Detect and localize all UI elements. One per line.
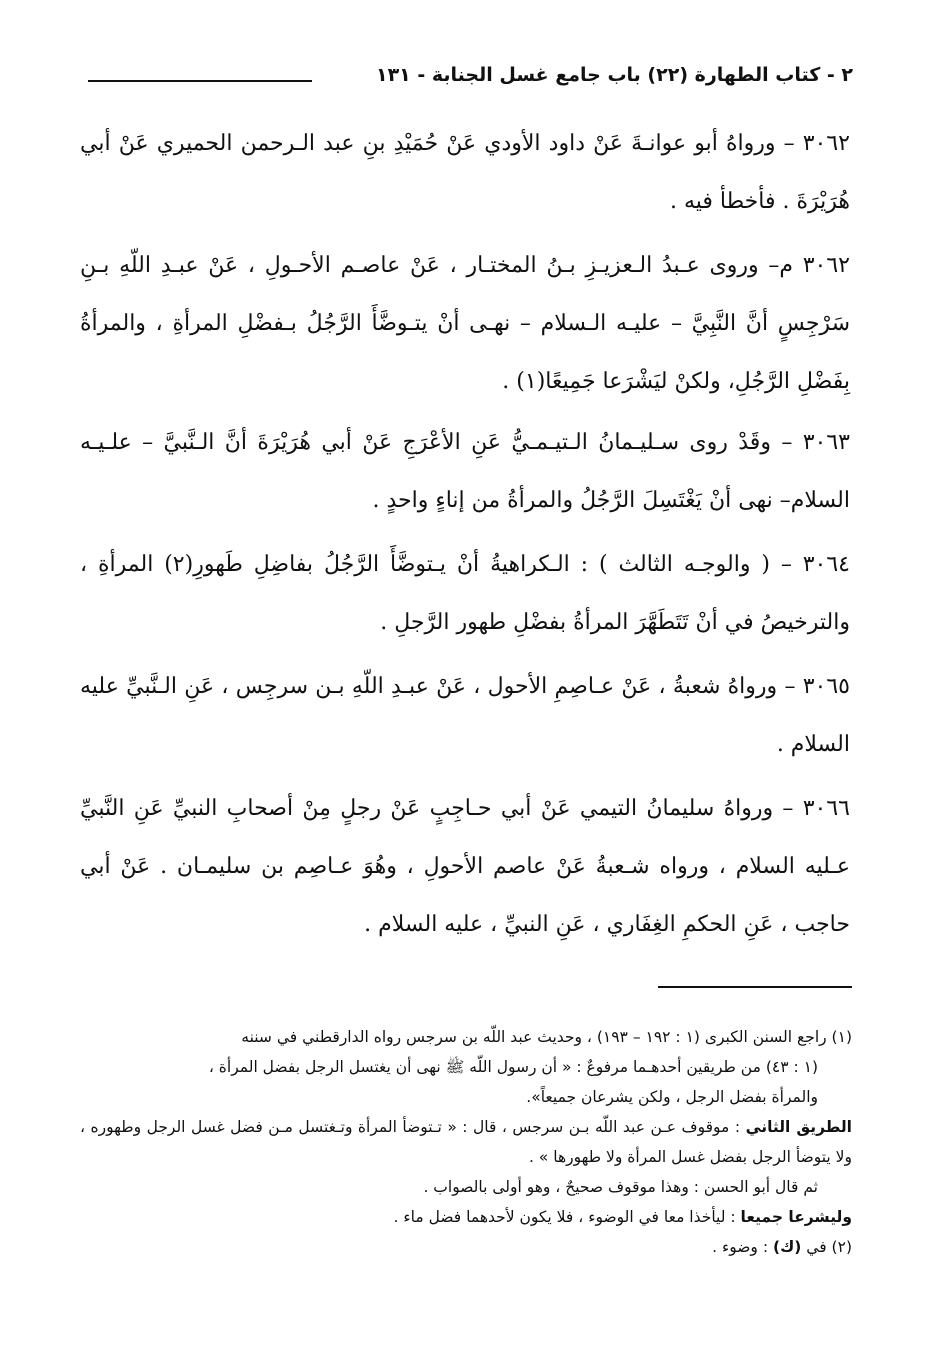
footnote-2-prefix: (٢) في	[806, 1238, 852, 1256]
footnotes	[80, 1022, 852, 1262]
paragraph-3066: ٣٠٦٦ – ورواهُ سليمانُ التيمي عَنْ أبي حـاجِبٍ عَنْ رجلٍ مِنْ أصحابِ النبيِّ عَنِ النَّبيِّ عـليه السلام ، ورواه شـعبةُ عَنْ عاصم الأحولِ ، وهُوَ عـاصِم بن سليمـان . عَنْ أبي حاجب ، عَنِ الحكمِ الغِفَاري ، عَنِ النبيِّ ، عليه السلام .	[80, 796, 850, 937]
header-rule	[88, 80, 312, 82]
footnote-1-line-2: (١ : ٤٣) من طريقين أحدهـما مرفوعٌ : « أن رسول اللّه ﷺ نهى أن يغتسل الرجل بفضل المرأة ،	[208, 1058, 818, 1076]
footnote-2-text: : وضوء .	[712, 1238, 769, 1256]
second-path-text: : موقوف عـن عبد اللّه بـن سرجس ، قال : « تـتوضأ المرأة وتـغتسل مـن فضل غسل الرجل وطهوره ، ولا يتوضأ الرجل بفضل غسل المرأة ولا طهورها » .	[80, 1118, 852, 1166]
footnote-1-line-3: والمرأة بفضل الرجل ، ولكن يشرعان جميعاً».	[526, 1088, 818, 1106]
running-header	[88, 60, 853, 94]
main-text	[80, 115, 850, 960]
footnote-2	[80, 1232, 852, 1262]
footnote-1-line-5: ثم قال أبو الحسن : وهذا موقوف صحيحٌ ، وهو أولى بالصواب .	[423, 1178, 818, 1196]
footnote-1-second-path	[80, 1112, 852, 1172]
paragraph-3064: ٣٠٦٤ – ( والوجـه الثالث ) : الـكراهيةُ أنْ يـتوضَّأَ الرَّجُلُ بفاضِلِ طَهورِ(٢) المرأةِ ، والترخيصُ في أنْ تَتَطَهَّرَ المرأةُ بفضْلِ طهور الرَّجلِ .	[80, 552, 850, 635]
paragraph-3063: ٣٠٦٣ – وقَدْ روى سـليـمانُ الـتيـمـيُّ عَنِ الأعْرَجِ عَنْ أبي هُرَيْرَةَ أنَّ الـنَّبيَّ – علـيـه السلام– نهى أنْ يَغْتَسِلَ الرَّجُلُ والمرأةُ من إناءٍ واحدٍ .	[80, 430, 850, 513]
footnote-separator	[658, 986, 852, 988]
footnote-1-line-1: (١) راجع السنن الكبرى (١ : ١٩٢ – ١٩٣) ، وحديث عبد اللّه بن سرجس رواه الدارقطني في سننه	[241, 1028, 852, 1046]
footnote-2-sigla: (ك)	[772, 1238, 802, 1256]
footnote-1-term	[80, 1202, 852, 1232]
paragraph-3062: ٣٠٦٢ – ورواهُ أبو عوانـةَ عَنْ داود الأودي عَنْ حُمَيْدِ بنِ عبد الـرحمن الحميري عَنْ أبي هُرَيْرَةَ . فأخطأ فيه .	[80, 131, 850, 214]
term-label: وليشرعا جميعا	[740, 1208, 852, 1226]
term-text: : ليأخذا معا في الوضوء ، فلا يكون لأحدهما فضل ماء .	[393, 1208, 736, 1226]
running-title: ٢ - كتاب الطهارة (٢٢) باب جامع غسل الجنابة - ١٣١	[375, 64, 853, 86]
second-path-label: الطريق الثاني	[745, 1118, 852, 1136]
paragraph-3065: ٣٠٦٥ – ورواهُ شعبةُ ، عَنْ عـاصِمِ الأحول ، عَنْ عبـدِ اللّهِ بـن سرجِس ، عَنِ الـنَّبيِّ عليه السلام .	[80, 674, 850, 757]
paragraph-3062m: ٣٠٦٢ م– وروى عـبدُ الـعزيـزِ بـنُ المختـار ، عَنْ عاصـم الأحـولِ ، عَنْ عبـدِ اللّهِ بـنِ سَرْجِسٍ أنَّ النَّبِيَّ – عليـه الـسلام – نهـى أنْ يتـوضَّأَ الرَّجُلُ بـفضْلِ المرأةِ ، والمرأةُ بِفَضْلِ الرَّجُلِ، ولكنْ ليَشْرَعا جَمِيعًا(١) .	[80, 253, 850, 394]
